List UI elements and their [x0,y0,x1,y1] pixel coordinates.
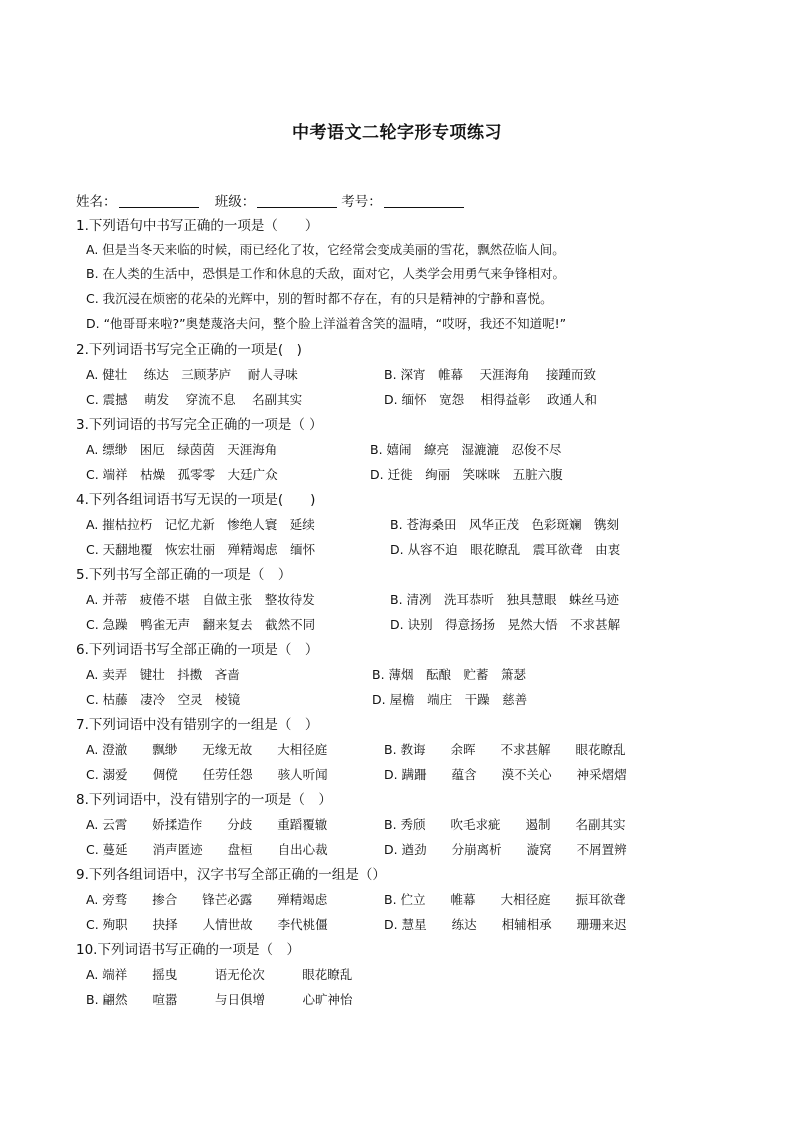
option-a: A. 卖弄 键壮 抖擞 吝啬 [86,667,240,682]
option-b: B. 在人类的生活中，恐惧是工作和休息的夭敌，面对它，人类学会用勇气来争锋相对。 [86,266,566,281]
option-b: B. 伫立 帷幕 大相径庭 振耳欲聋 [384,892,626,907]
option-d: D. 从容不迫 眼花瞭乱 震耳欲聋 由衷 [390,542,621,557]
option-b: B. 深宵 帷幕 天涯海角 接踵而致 [384,367,596,382]
page-title: 中考语文二轮字形专项练习 [292,123,502,143]
option-c: C. 震撼 萌发 穿流不息 名副其实 [86,392,303,407]
name-blank[interactable] [119,193,199,208]
option-a: A. 健壮 练达 三顾茅庐 耐人寻味 [86,367,298,382]
name-label: 姓名： [76,194,117,210]
option-b: B. 翩然 喧嚣 与日俱增 心旷神怡 [86,992,353,1007]
option-d: D. 遒劲 分崩离析 漩窝 不屑置辨 [384,842,627,857]
option-c: C. 蔓延 消声匿迹 盘桓 自出心裁 [86,842,328,857]
question-stem: 3.下列词语的书写完全正确的一项是（ ） [76,417,323,433]
option-c: C. 端祥 枯燥 孤零零 大廷广众 [86,467,278,482]
option-d: D. 慧星 练达 相辅相承 珊珊来迟 [384,917,627,932]
question-stem: 6.下列词语书写全部正确的一项是（ ） [76,642,319,658]
option-d: D. 蹒跚 蕴含 漠不关心 神采熠熠 [384,767,627,782]
question-stem: 9.下列各组词语中，汉字书写全部正确的一组是（） [76,867,386,883]
option-c: C. 枯藤 凄冷 空灵 棱镜 [86,692,241,707]
question-stem: 8.下列词语中，没有错别字的一项是（ ） [76,792,332,808]
option-d: D. “他哥哥来啦?”奥楚蔑洛夫问，整个脸上洋溢着含笑的温晴，“哎呀，我还不知道呢!” [86,316,567,331]
option-a: A. 并蒂 疲倦不堪 自做主张 整妆待发 [86,592,315,607]
question-stem: 10.下列词语书写正确的一项是（ ） [76,942,300,958]
option-b: B. 秀颀 吹毛求疵 遏制 名副其实 [384,817,626,832]
option-b: B. 嬉闹 繚亮 湿漉漉 忍俊不尽 [370,442,562,457]
option-c: C. 急躁 鸭雀无声 翻来复去 截然不同 [86,617,316,632]
option-a: A. 摧枯拉朽 记忆尤新 惨绝人寰 延续 [86,517,315,532]
exam-label: 考号： [341,194,382,210]
question-stem: 1.下列语句中书写正确的一项是（ ） [76,218,319,234]
class-blank[interactable] [257,193,337,208]
question-stem: 5.下列书写全部正确的一项是（ ） [76,567,292,583]
option-b: B. 教诲 余晖 不求甚解 眼花瞭乱 [384,742,626,757]
option-c: C. 我沉浸在烦密的花朵的光辉中，别的暂时都不存在，有的只是精神的宁静和喜悦。 [86,291,553,306]
option-d: D. 诀别 得意扬扬 晃然大悟 不求甚解 [390,617,621,632]
question-stem: 7.下列词语中没有错别字的一组是（ ） [76,717,319,733]
option-c: C. 天翻地覆 恢宏壮丽 殚精竭虑 缅怀 [86,542,316,557]
option-b: B. 苍海桑田 风华正茂 色彩斑斓 镌刻 [390,517,620,532]
option-a: A. 但是当冬天来临的时候，雨已经化了妆，它经常会变成美丽的雪花，飘然莅临人间。 [86,242,565,257]
question-stem: 2.下列词语书写完全正确的一项是( ) [76,342,302,358]
option-d: D. 屋檐 端庄 干躁 慈善 [372,692,528,707]
exam-blank[interactable] [384,193,464,208]
option-a: A. 云霄 娇揉造作 分歧 重蹈覆辙 [86,817,328,832]
question-stem: 4.下列各组词语书写无误的一项是( ) [76,492,316,508]
option-b: B. 薄烟 酝酿 贮蓄 箫瑟 [372,667,527,682]
student-info-line [76,192,468,212]
option-a: A. 旁骛 掺合 锋芒必露 殚精竭虑 [86,892,328,907]
option-c: C. 殉职 抉择 人情世故 李代桃僵 [86,917,328,932]
option-c: C. 溺爱 倜傥 任劳任怨 骇人听闻 [86,767,328,782]
class-label: 班级： [214,194,256,210]
option-a: A. 端祥 摇曳 语无伦次 眼花瞭乱 [86,967,353,982]
option-d: D. 缅怀 宽怨 相得益彰 政通人和 [384,392,598,407]
option-a: A. 澄澈 飘缈 无缘无故 大相径庭 [86,742,328,757]
option-d: D. 迁徙 绚丽 笑咪咪 五脏六腹 [370,467,563,482]
option-b: B. 清冽 洗耳恭听 独具慧眼 蛛丝马迹 [390,592,620,607]
option-a: A. 缥缈 困厄 绿茵茵 天涯海角 [86,442,278,457]
